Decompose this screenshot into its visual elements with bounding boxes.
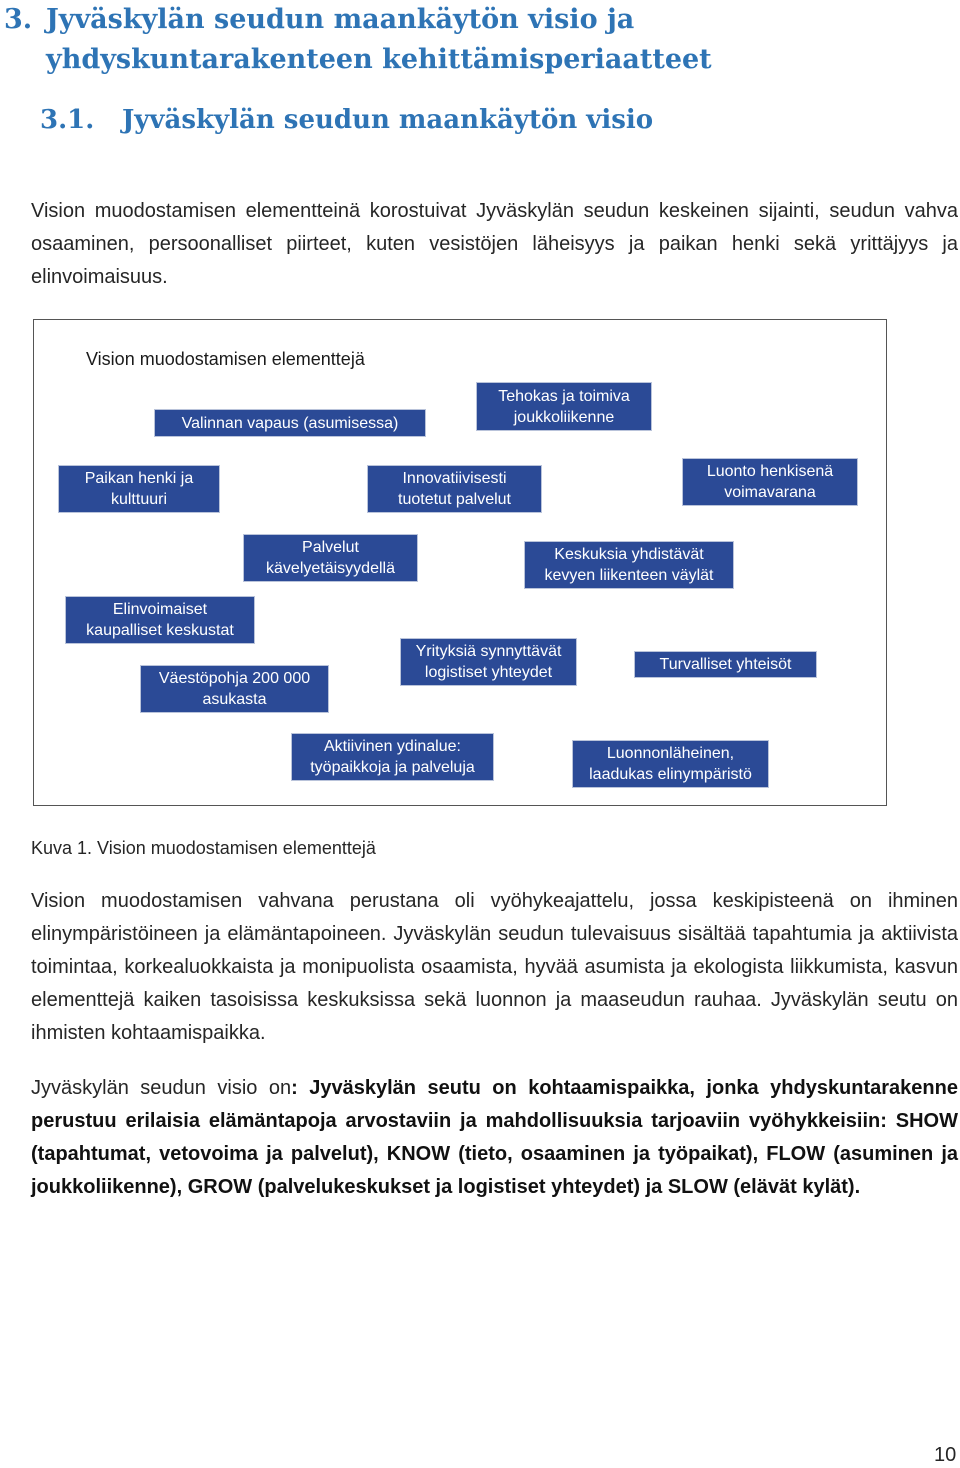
chapter-heading [4, 0, 934, 80]
element-box-living-environment: Luonnonläheinen, laadukas elinympäristö [572, 740, 769, 788]
element-box-population: Väestöpohja 200 000 asukasta [140, 665, 329, 713]
section-title: Jyväskylän seudun maankäytön visio [122, 105, 654, 135]
chapter-title: Jyväskylän seudun maankäytön visio ja yhdyskuntarakenteen kehittämisperiaatteet [46, 4, 712, 75]
page-number: 10 [934, 1444, 957, 1466]
element-box-services-innovative: Innovatiivisesti tuotetut palvelut [367, 465, 542, 513]
vision-elements-figure [33, 319, 887, 806]
element-box-logistics: Yrityksiä synnyttävät logistiset yhteydet [400, 638, 577, 686]
element-box-spirit: Paikan henki ja kulttuuri [58, 465, 220, 513]
element-box-core-area: Aktiivinen ydinalue: työpaikkoja ja palveluja [291, 733, 494, 781]
element-box-transit: Tehokas ja toimiva joukkoliikenne [476, 382, 652, 431]
element-box-centers: Elinvoimaiset kaupalliset keskustat [65, 596, 255, 644]
figure-title: Vision muodostamisen elementtejä [86, 349, 365, 369]
element-box-nature: Luonto henkisenä voimavarana [682, 458, 858, 506]
element-box-safe-communities: Turvalliset yhteisöt [634, 651, 817, 678]
element-box-walking-services: Palvelut kävelyetäisyydellä [243, 534, 418, 582]
element-box-light-traffic: Keskuksia yhdistävät kevyen liikenteen väylät [524, 541, 734, 589]
body-paragraph: Vision muodostamisen vahvana perustana oli vyöhykeajattelu, jossa keskipisteenä on ihminen elinympäristöineen ja elämäntapoineen. Jyväskylän seudun tulevaisuus sisältää tapahtumia ja aktiivista toimintaa, korkealuokkaista ja monipuolista osaamista, hyvää asumista ja ekologista liikkumista, kasvun elementtejä kaiken tasoisissa keskuksissa sekä luonnon ja maaseudun rauhaa. Jyväskylän seutu on ihmisten kohtaamispaikka. [31, 890, 958, 1044]
element-box-choice: Valinnan vapaus (asumisessa) [154, 409, 426, 437]
section-heading [40, 100, 940, 140]
vision-lead: Jyväskylän seudun visio on [31, 1077, 292, 1099]
vision-bold-text: : Jyväskylän seutu on kohtaamispaikka, jonka yhdyskuntarakenne perustuu erilaisia elämäntapoja arvostaviin ja mahdollisuuksia tarjoaviin vyöhykkeisiin: SHOW (tapahtumat, vetovoima ja palvelut), KNOW (tieto, osaaminen ja työpaikat), FLOW (asuminen ja joukkoliikenne), GROW (palvelukeskukset ja logistiset yhteydet) ja SLOW (elävät kylät). [31, 1077, 958, 1198]
vision-statement [31, 1072, 958, 1204]
section-number: 3.1. [40, 105, 95, 135]
intro-paragraph: Vision muodostamisen elementteinä korostuivat Jyväskylän seudun keskeinen sijainti, seudun vahva osaaminen, persoonalliset piirteet, kuten vesistöjen läheisyys ja paikan henki sekä yrittäjyys ja elinvoimaisuus. [31, 200, 958, 288]
figure-caption: Kuva 1. Vision muodostamisen elementtejä [31, 838, 376, 858]
chapter-number: 3. [4, 4, 33, 35]
